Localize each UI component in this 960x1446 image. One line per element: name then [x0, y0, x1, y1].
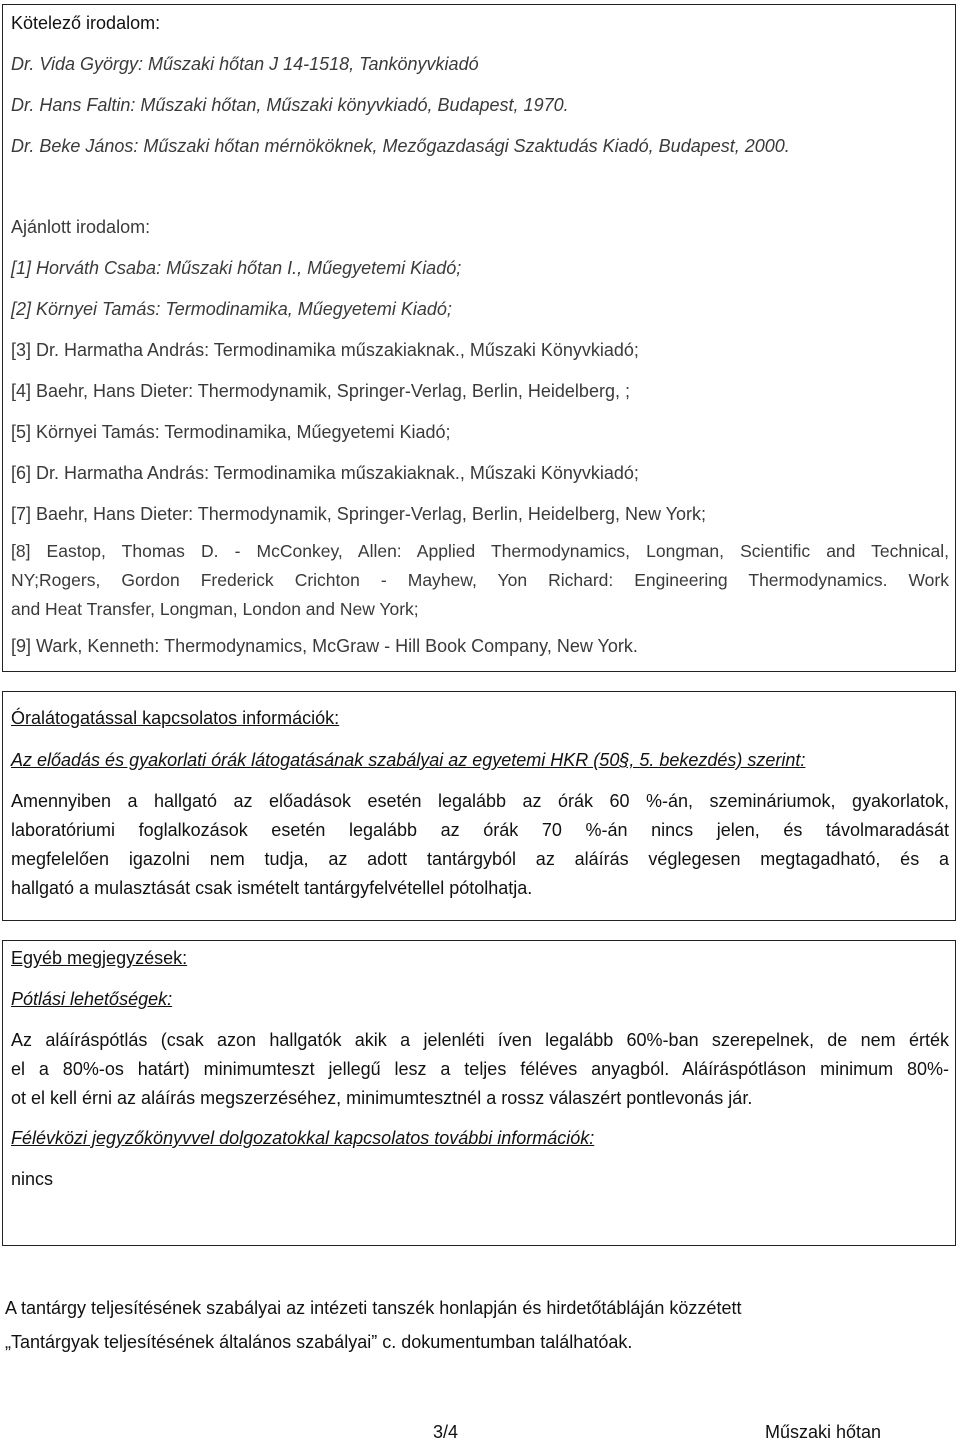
attendance-rules — [11, 787, 949, 903]
makeup-rules-line-2: el a 80%-os határt) minimumteszt jellegű lesz a teljes féléves anyagból. Aláíráspótláson minimum 80%- — [11, 1059, 949, 1079]
page-number: 3/4 — [433, 1422, 459, 1442]
closing-line-2: „Tantárgyak teljesítésének általános szabályai” c. dokumentumban találhatóak. — [5, 1332, 633, 1352]
footer-subject: Műszaki hőtan — [765, 1422, 882, 1442]
makeup-rules-line-1: Az aláíráspótlás (csak azon hallgatók akik a jelenléti íven legalább 60%-ban szerepelnek, de nem érték — [11, 1030, 949, 1050]
required-item-2: Dr. Hans Faltin: Műszaki hőtan, Műszaki könyvkiadó, Budapest, 1970. — [11, 95, 569, 115]
makeup-rules-line-3: ot el kell érni az aláírás megszerzéséhez, minimumtesztnél a rossz válaszért pontlevonás jár. — [11, 1088, 753, 1108]
attendance-rules-line-1: Amennyiben a hallgató az előadások esetén legalább az órák 60 %-án, szemináriumok, gyakorlatok, — [11, 791, 949, 811]
literature-section — [2, 4, 956, 672]
attendance-subheading: Az előadás és gyakorlati órák látogatásának szabályai az egyetemi HKR (50§, 5. bekezdés) szerint: — [11, 750, 806, 770]
midterm-value: nincs — [11, 1169, 54, 1189]
recommended-item-8-line-2: NY;Rogers, Gordon Frederick Crichton - Mayhew, Yon Richard: Engineering Thermodynamics. Work — [11, 570, 949, 590]
attendance-heading: Óralátogatással kapcsolatos információk: — [11, 708, 340, 728]
other-notes-heading: Egyéb megjegyzések: — [11, 948, 188, 968]
attendance-rules-line-3: megfelelően igazolni nem tudja, az adott tantárgyból az aláírás véglegesen megtagadható, és a — [11, 849, 949, 869]
recommended-item-9: [9] Wark, Kenneth: Thermodynamics, McGraw - Hill Book Company, New York. — [11, 636, 638, 656]
recommended-item-8 — [11, 537, 949, 624]
recommended-item-5: [5] Környei Tamás: Termodinamika, Műegyetemi Kiadó; — [11, 422, 451, 442]
recommended-item-6: [6] Dr. Harmatha András: Termodinamika műszakiaknak., Műszaki Könyvkiadó; — [11, 463, 639, 483]
makeup-heading: Pótlási lehetőségek: — [11, 989, 173, 1009]
recommended-item-2: [2] Környei Tamás: Termodinamika, Műegyetemi Kiadó; — [11, 299, 452, 319]
other-notes-section — [2, 940, 956, 1246]
required-literature-heading: Kötelező irodalom: — [11, 13, 161, 33]
recommended-item-3: [3] Dr. Harmatha András: Termodinamika műszakiaknak., Műszaki Könyvkiadó; — [11, 340, 639, 360]
attendance-rules-line-2: laboratóriumi foglalkozások esetén legalább az órák 70 %-án nincs jelen, és távolmaradását — [11, 820, 949, 840]
midterm-heading: Félévközi jegyzőkönyvvel dolgozatokkal kapcsolatos további információk: — [11, 1128, 595, 1148]
recommended-item-7: [7] Baehr, Hans Dieter: Thermodynamik, Springer-Verlag, Berlin, Heidelberg, New York; — [11, 504, 707, 524]
closing-line-1: A tantárgy teljesítésének szabályai az intézeti tanszék honlapján és hirdetőtábláján közzétett — [5, 1298, 742, 1318]
attendance-section — [2, 691, 956, 921]
recommended-item-1: [1] Horváth Csaba: Műszaki hőtan I., Műegyetemi Kiadó; — [11, 258, 462, 278]
recommended-item-8-line-3: and Heat Transfer, Longman, London and New York; — [11, 599, 419, 619]
required-item-3: Dr. Beke János: Műszaki hőtan mérnököknek, Mezőgazdasági Szaktudás Kiadó, Budapest, 2000. — [11, 136, 790, 156]
recommended-item-4: [4] Baehr, Hans Dieter: Thermodynamik, Springer-Verlag, Berlin, Heidelberg, ; — [11, 381, 630, 401]
required-item-1: Dr. Vida György: Műszaki hőtan J 14-1518, Tankönyvkiadó — [11, 54, 479, 74]
recommended-literature-heading: Ajánlott irodalom: — [11, 217, 151, 237]
makeup-rules — [11, 1026, 949, 1113]
recommended-item-8-line-1: [8] Eastop, Thomas D. - McConkey, Allen: Applied Thermodynamics, Longman, Scientific and Technical, — [11, 541, 949, 561]
attendance-rules-line-4: hallgató a mulasztását csak ismételt tantárgyfelvétellel pótolhatja. — [11, 878, 533, 898]
